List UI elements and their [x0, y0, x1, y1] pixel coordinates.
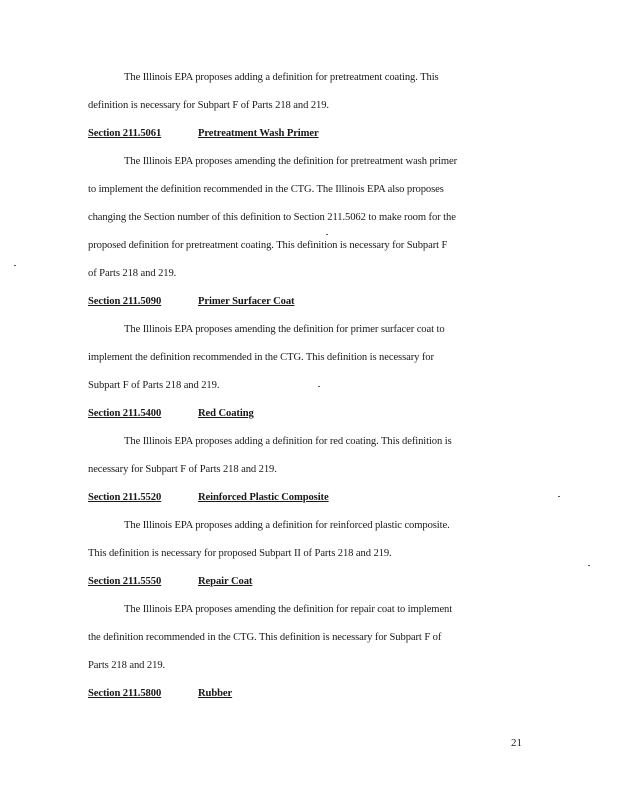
paragraph-line: The Illinois EPA proposes adding a definition for pretreatment coating. This: [124, 72, 439, 83]
section-title: Pretreatment Wash Primer: [198, 128, 319, 139]
section-number: Section 211.5800: [88, 688, 162, 699]
section-number: Section 211.5090: [88, 296, 162, 307]
section-title: Rubber: [198, 688, 233, 699]
paragraph-line: necessary for Subpart F of Parts 218 and 219.: [88, 464, 277, 475]
section-number: Section 211.5400: [88, 408, 162, 419]
section-title: Red Coating: [198, 408, 254, 419]
section-title: Primer Surfacer Coat: [198, 296, 295, 307]
paragraph-line: Parts 218 and 219.: [88, 660, 166, 671]
paragraph-line: proposed definition for pretreatment coating. This definition is necessary for Subpart F: [88, 240, 448, 251]
section-title: Reinforced Plastic Composite: [198, 492, 329, 503]
scan-speck: [318, 386, 320, 387]
paragraph-line: The Illinois EPA proposes amending the definition for primer surfacer coat to: [124, 324, 445, 335]
section-number: Section 211.5061: [88, 128, 162, 139]
paragraph-line: The Illinois EPA proposes adding a definition for red coating. This definition is: [124, 436, 452, 447]
section-heading: [88, 127, 319, 141]
paragraph-line: to implement the definition recommended in the CTG. The Illinois EPA also proposes: [88, 184, 444, 195]
section-heading: [88, 491, 329, 505]
paragraph-line: The Illinois EPA proposes adding a definition for reinforced plastic composite.: [124, 520, 450, 531]
section-number: Section 211.5520: [88, 492, 162, 503]
section-heading: [88, 295, 295, 309]
page-number: 21: [511, 737, 522, 749]
section-number: Section 211.5550: [88, 576, 162, 587]
scan-speck: [14, 265, 16, 266]
paragraph-line: of Parts 218 and 219.: [88, 268, 177, 279]
scan-speck: [588, 565, 590, 566]
paragraph-line: changing the Section number of this definition to Section 211.5062 to make room for the: [88, 212, 456, 223]
section-heading: [88, 575, 253, 589]
section-heading: [88, 407, 254, 421]
scan-speck: [326, 234, 328, 235]
scan-speck: [558, 496, 560, 497]
paragraph-line: The Illinois EPA proposes amending the definition for repair coat to implement: [124, 604, 453, 615]
paragraph-line: The Illinois EPA proposes amending the definition for pretreatment wash primer: [124, 156, 458, 167]
paragraph-line: implement the definition recommended in the CTG. This definition is necessary for: [88, 352, 434, 363]
paragraph-line: Subpart F of Parts 218 and 219.: [88, 380, 220, 391]
paragraph-line: definition is necessary for Subpart F of Parts 218 and 219.: [88, 100, 329, 111]
paragraph-line: the definition recommended in the CTG. This definition is necessary for Subpart F of: [88, 632, 442, 643]
section-heading: [88, 687, 233, 701]
section-title: Repair Coat: [198, 576, 253, 587]
paragraph-line: This definition is necessary for proposed Subpart II of Parts 218 and 219.: [88, 548, 392, 559]
